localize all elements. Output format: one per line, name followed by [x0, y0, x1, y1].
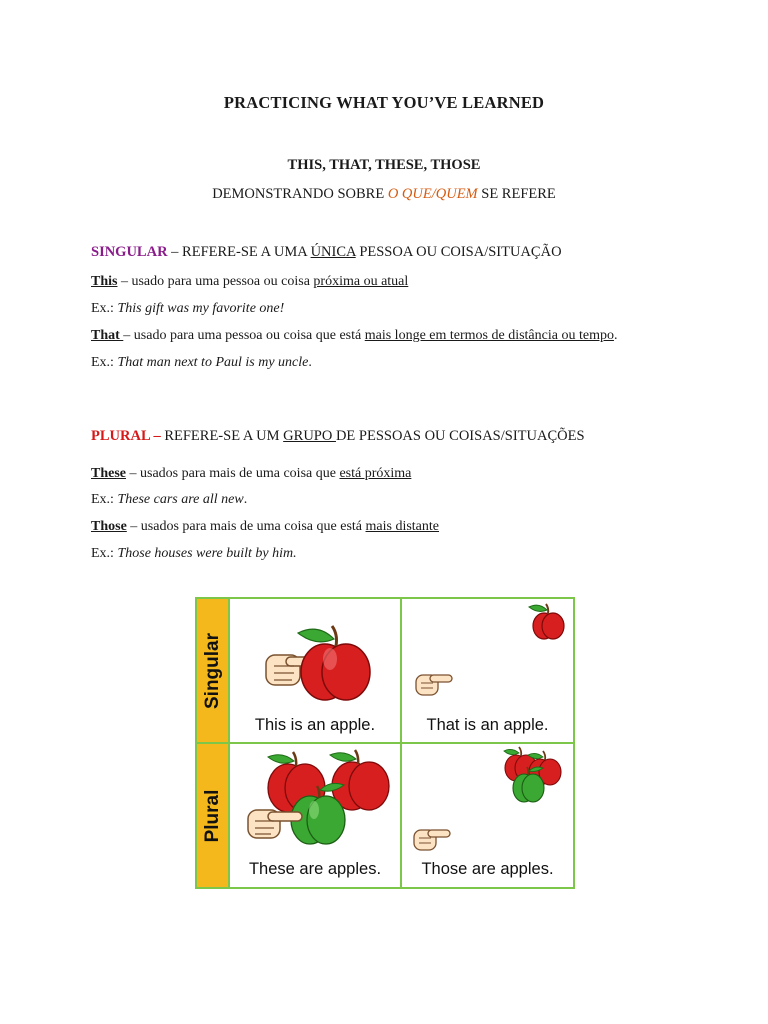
- that-definition: [91, 328, 617, 344]
- singular-row-label: [197, 599, 230, 744]
- plural-dash: REFERE-SE A UM: [160, 428, 284, 444]
- those-underlined: mais distante: [365, 519, 440, 534]
- these-caption: These are apples.: [248, 860, 382, 878]
- singular-heading: [91, 244, 562, 261]
- singular-label: SINGULAR: [91, 244, 168, 260]
- these-underlined: está próxima: [339, 466, 412, 481]
- these-example-end: .: [243, 492, 248, 507]
- plural-heading: [91, 428, 585, 445]
- that-example-prefix: Ex.:: [91, 355, 118, 370]
- demonstrando-text-end: SE REFERE: [477, 186, 556, 202]
- these-example: [91, 492, 247, 508]
- these-desc: – usados para mais de uma coisa que: [126, 466, 340, 481]
- that-cell: [402, 599, 573, 744]
- plural-rest: DE PESSOAS OU COISAS/SITUAÇÕES: [335, 428, 585, 444]
- that-end: .: [613, 328, 618, 343]
- that-illustration: [402, 599, 572, 714]
- red-apple-icon: [529, 604, 564, 639]
- demonstrando-text: DEMONSTRANDO SOBRE: [212, 186, 388, 202]
- singular-dash: – REFERE-SE A UMA: [167, 244, 311, 260]
- those-illustration: [402, 744, 572, 856]
- those-desc: – usados para mais de uma coisa que está: [126, 519, 366, 534]
- this-desc: – usado para uma pessoa ou coisa: [117, 274, 314, 289]
- plural-row-label: [197, 744, 230, 887]
- singular-rest: PESSOA OU COISA/SITUAÇÃO: [355, 244, 562, 260]
- those-caption: Those are apples.: [421, 860, 554, 878]
- singular-underlined: ÚNICA: [310, 244, 356, 260]
- these-word: These: [91, 466, 126, 481]
- this-illustration: [230, 599, 400, 714]
- that-caption: That is an apple.: [426, 716, 549, 734]
- those-example-text: Those houses were built by him.: [117, 546, 297, 561]
- that-example: [91, 355, 312, 371]
- these-illustration: [230, 744, 400, 856]
- those-word: Those: [91, 519, 127, 534]
- this-word: This: [91, 274, 118, 289]
- this-example-prefix: Ex.:: [91, 301, 118, 316]
- this-example: [91, 301, 284, 317]
- these-cell: [230, 744, 402, 887]
- demonstrando-highlight: O QUE/QUEM: [387, 186, 478, 202]
- section-subtitle: THIS, THAT, THESE, THOSE: [287, 157, 481, 173]
- singular-row-text: Singular: [201, 632, 223, 709]
- these-definition: [91, 466, 411, 482]
- this-caption: This is an apple.: [254, 716, 376, 734]
- demonstrando-line: [0, 186, 768, 203]
- those-definition: [91, 519, 439, 535]
- that-example-end: .: [308, 355, 312, 370]
- this-underlined: próxima ou atual: [313, 274, 409, 289]
- plural-row-text: Plural: [201, 789, 223, 842]
- that-underlined: mais longe em termos de distância ou tempo: [364, 328, 614, 343]
- red-apple-icon: [330, 750, 389, 810]
- that-desc: – usado para uma pessoa ou coisa que está: [123, 328, 365, 343]
- document-title: PRACTICING WHAT YOU’VE LEARNED: [223, 93, 545, 112]
- these-example-text: These cars are all new: [117, 492, 244, 507]
- those-example-prefix: Ex.:: [91, 546, 118, 561]
- that-example-text: That man next to Paul is my uncle: [117, 355, 309, 370]
- those-cell: [402, 744, 573, 887]
- plural-label: PLURAL –: [91, 428, 161, 444]
- plural-underlined: GRUPO: [283, 428, 336, 444]
- pointing-hand-icon: [414, 830, 450, 850]
- this-definition: [91, 274, 408, 290]
- these-example-prefix: Ex.:: [91, 492, 118, 507]
- pointing-hand-icon: [416, 675, 452, 695]
- this-example-text: This gift was my favorite one!: [117, 301, 285, 316]
- those-example: [91, 546, 297, 562]
- this-cell: [230, 599, 402, 744]
- demonstratives-figure: [195, 597, 575, 889]
- that-word: That: [91, 328, 124, 343]
- red-apple-icon: [298, 626, 370, 700]
